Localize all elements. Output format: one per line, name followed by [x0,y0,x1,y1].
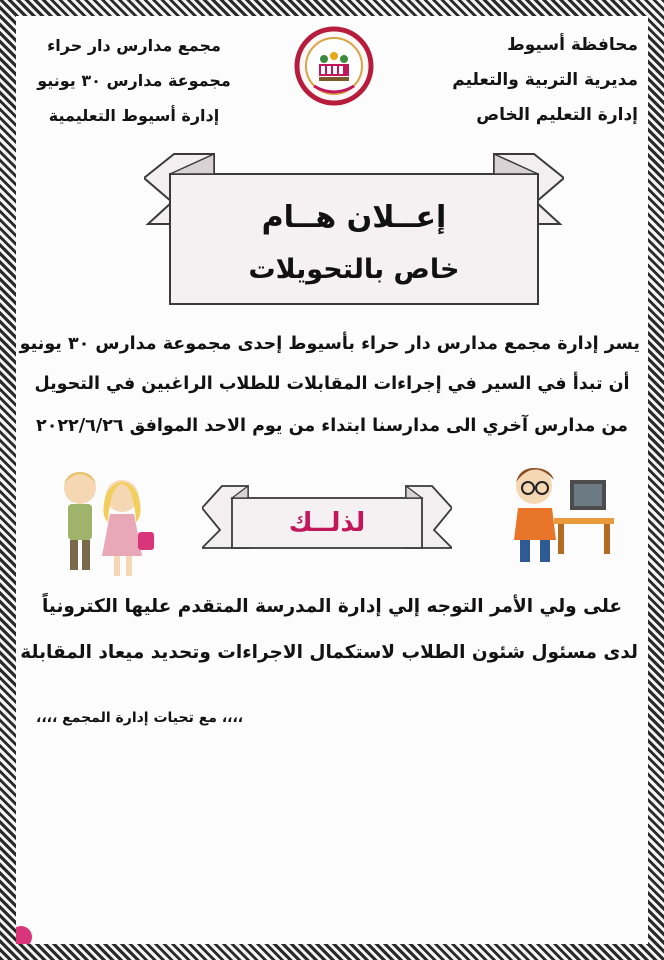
governorate-label: محافظة أسيوط [507,35,638,55]
therefore-ribbon [202,472,452,552]
body-line-3: من مدارس آخري الى مدارسنا ابتداء من يوم الاحد الموافق ٢٠٢٢/٦/٢٦ [36,416,628,436]
closing-greeting: ،،،، مع تحيات إدارة المجمع ،،،، [36,710,244,726]
instruction-line-1: على ولي الأمر التوجه إلي إدارة المدرسة المتقدم عليها الكترونياً [41,596,623,617]
directorate-label: مديرية التربية والتعليم [452,70,638,90]
header-right [452,28,638,133]
therefore-label: لذلــك [288,508,366,538]
admin-label: إدارة أسيوط التعليمية [48,106,220,125]
school-complex-label: مجمع مدارس دار حراء [47,36,221,55]
announcement-title: إعــلان هــام [261,200,447,235]
announcement-ribbon [144,144,564,314]
document-page [16,16,648,944]
children-clipart [40,456,160,586]
department-label: إدارة التعليم الخاص [476,105,638,125]
school-group-label: مجموعة مدارس ٣٠ يونيو [37,71,231,90]
body-line-1: يسر إدارة مجمع مدارس دار حراء بأسيوط إحدى مجموعة مدارس ٣٠ يونيو [19,334,640,354]
corner-accent [16,926,32,944]
instruction-line-2: لدى مسئول شئون الطلاب لاستكمال الاجراءات وتحديد ميعاد المقابلة [20,642,638,663]
header-left [34,28,234,133]
student-computer-clipart [494,456,624,566]
body-line-2: أن تبدأ في السير في إجراءات المقابلات للطلاب الراغبين في التحويل [34,374,630,394]
emblem-logo [294,26,374,106]
announcement-subtitle: خاص بالتحويلات [248,254,460,285]
